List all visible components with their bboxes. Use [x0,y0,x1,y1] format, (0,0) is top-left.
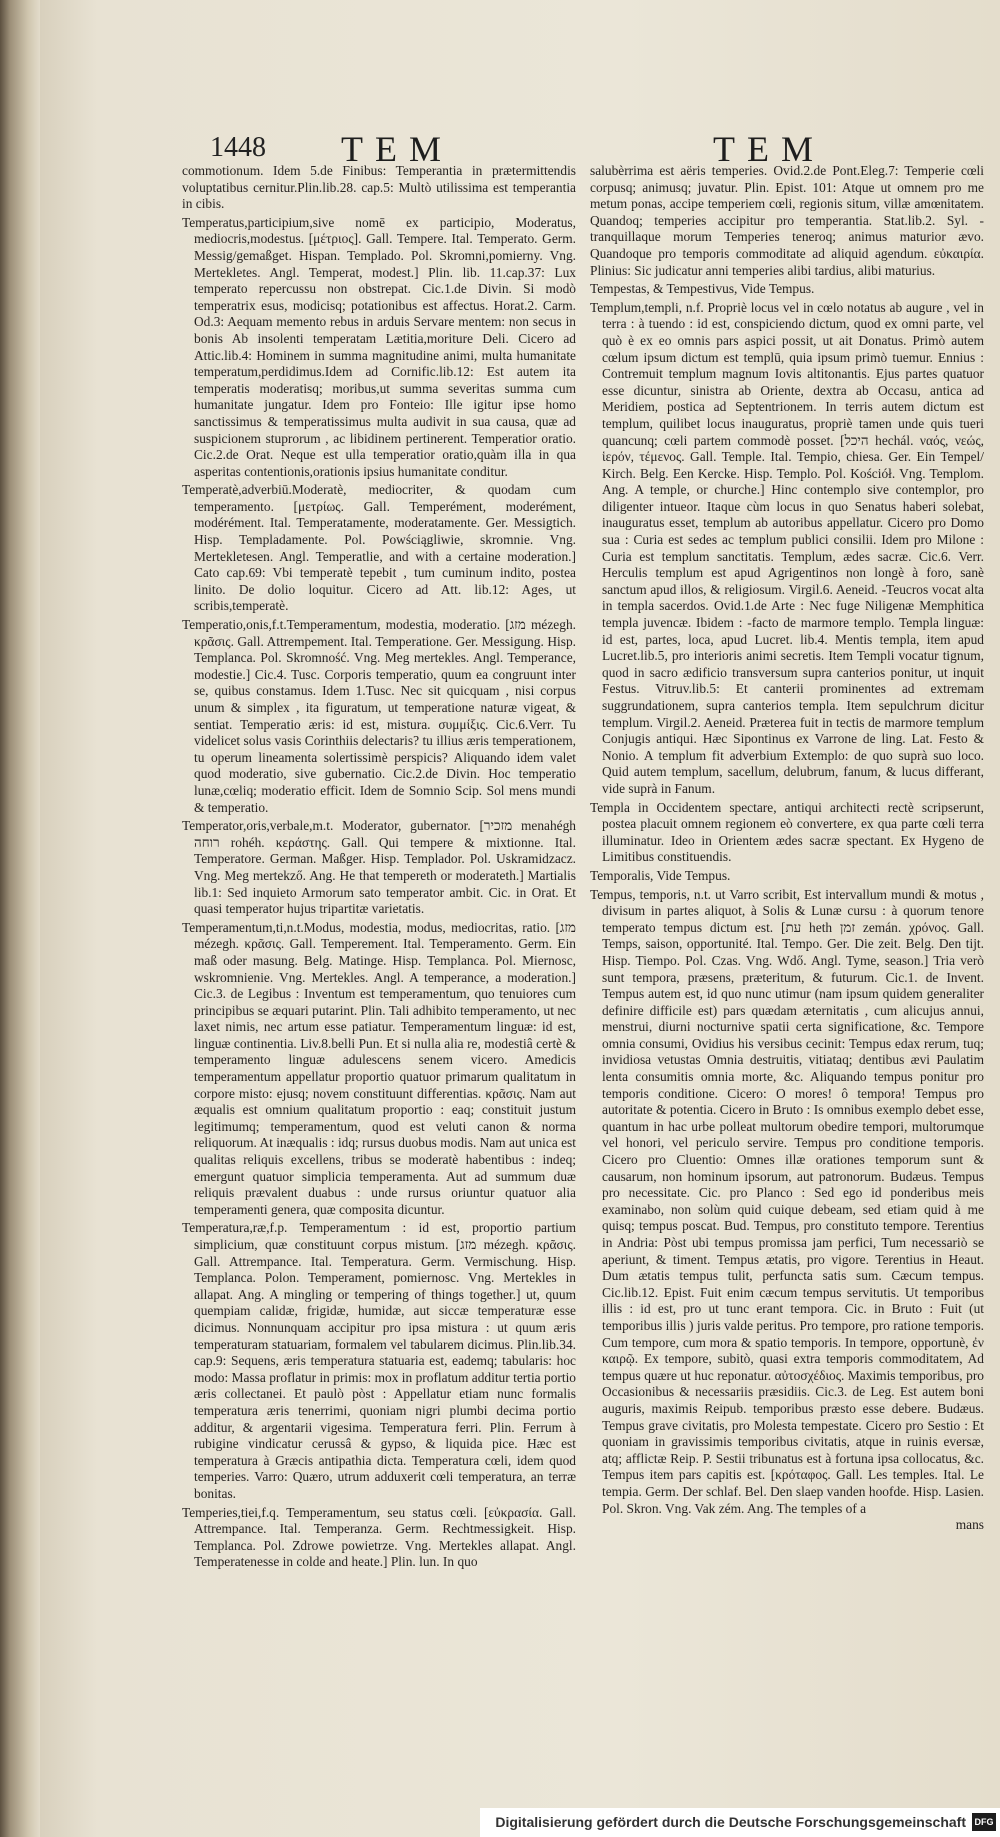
dictionary-entry: Temperatè,adverbiū.Moderatè, mediocriter, & quodam cum temperamento. [μετρίως. Gall. Temperément, moderément, modérément. Ital. Temperatamente, moderatamente. Ger. Messigtich. Hisp. Templadamente. Pol. Powściągliwie, skromnie. Vng. Mertekletesen. Angl. Temperatlie, and with a certaine moderation.] Cato cap.69: Vbi temperatè tepebit , tum cuminum indito, postea linito. De dolio loquitur. Cicero ad Att. lib.12: Ages, ut scribis,temperatè. [182,482,576,614]
dictionary-entry: Temperatura,ræ,f.p. Temperamentum : id est, proportio partium simplicium, quæ constituunt corpus mistum. [מזג mézegh. κρᾶσις. Gall. Attrempance. Ital. Temperatura. Germ. Vermischung. Hisp. Templanca. Polon. Temperament, pomiernosc. Vng. Mertekles in allapat. Ang. A mingling or tempering of things together.] ut, quum quempiam calidæ, frigidæ, humidæ, aut siccæ temperaturæ esse dicimus. Nonnunquam accipitur pro ipsa mistura : ut quum æris temperaturam statuariam, formalem vel tabularem dicimus. Plin.lib.34. cap.9: Sequens, æris temperatura statuaria est, eademq; tabularis: hoc modo: Massa proflatur in primis: mox in proflatum additur tertia portio æris collectanei. Et paulò pòst : Appellatur etiam nunc formalis temperatura æris tenerrimi, quoniam nigri plumbi decima portio additur, & argentarii vigesima. Temperatura ferri. Plin. Ferrum à rubigine vindicatur cerussâ & gypso, & liquida pice. Hæc est temperatura à Græcis antipathia dicta. Temperatura cœli, idem quod temperies. Varro: Quæro, utrum adduxerit cœli temperatura, an terræ bonitas. [182,1220,576,1501]
dictionary-entry: Tempus, temporis, n.t. ut Varro scribit, Est intervallum mundi & motus , divisum in partes aliquot, à Solis & Lunæ cursu : à quorum tenore temperato tempus dictum est. [עת heth זמן zemán. χρόνος. Gall. Temps, saison, opportunité. Ital. Tempo. Ger. Die zeit. Belg. Den tijt. Hisp. Tiempo. Pol. Czas. Vng. Wdő. Angl. Tyme, season.] Tria verò sunt tempora, præsens, præteritum, & futurum. Cic.1. de Invent. Tempus autem est, id quo nunc utimur (nam ipsum quidem generaliter definire difficile est) pars quædam æternitatis , cum alicujus annui, menstrui, diurni nocturnive spatii certa significatione, &c. Tempore omnia consumi, Ovidius his versibus cecinit: Tempus edax rerum, tuq; invidiosa vetustas Omnia destruitis, vitiataq; dentibus ævi Paulatim lenta consumitis omnia morte, &c. Aliquando tempus ponitur pro temporis conditione. Cicero: O mores! ô tempora! Tempus pro autoritate & potentia. Cicero in Bruto : Is omnibus exemplo debet esse, quantum in hac urbe polleat multorum obedire tempori, multorumque vel honori, vel periculo servire. Tempus pro conditione temporis. Cicero pro Cluentio: Omnes illæ orationes temporum sunt & causarum, non hominum ipsorum, aut patronorum. Budæus. Tempus pro necessitate. Cic. pro Planco : Sed ego id ponderibus meis examinabo, non solùm quid cuique debeam, sed etiam quid à me quisq; tempus poscat. Bud. Tempus, pro constituto tempore. Terentius in Andria: Pòst ubi tempus promissa jam perfici, Tum necessariò se aperiunt, & timent. Tempus ætatis, pro vigore. Terentius in Heaut. Dum ætatis tempus tulit, perfuncta satis sum. Cæcum tempus. Cic.lib.12. Epist. Fuit enim cæcum tempus servitutis. Ut temporibus illis : id est, pro ut tunc erant tempora. Cic. in Bruto : Fuit (ut temporibus illis ) juris valde peritus. Pro tempore, pro ratione temporis. Cum tempore, cum mora & spatio temporis. In tempore, opportunè, ἐν καιρῷ. Ex tempore, subitò, quasi extra temporis commoditatem, Ad tempus quære ut huc reponatur. αὐτοσχέδιος. Maximis temporibus, pro Occasionibus & necessariis præsidiis. Cic.3. de Leg. Est autem boni auguris, maximis Reipub. temporibus præsto esse debere. Budæus. Tempus grave civitatis, pro Molesta tempestate. Cicero pro Sestio : Et quoniam in gravissimis temporibus civitatis, atque in ruinis eversæ, atq; afflictæ Reip. P. Sestii tribunatus est à fortuna ipsa collocatus, &c. Tempus item pars capitis est. [κρόταφος. Gall. Les temples. Ital. Le tempia. Germ. Der schlaf. Bel. Den slaep vanden hoofde. Hisp. Lasien. Pol. Skron. Vng. Vak zém. Ang. The temples of a [590,886,984,1516]
running-head-left: TEM [341,129,453,169]
dfg-logo: DFG [972,1813,996,1831]
dictionary-entry: Temperatio,onis,f.t.Temperamentum, modestia, moderatio. [מזג mézegh. κρᾶσις. Gall. Attrempement. Ital. Temperatione. Ger. Messigung. Hisp. Templanca. Pol. Skromność. Vng. Meg mertekles. Angl. Temperance, modestie.] Cic.4. Tusc. Corporis temperatio, quum ea congruunt inter se, quibus constamus. Idem 1.Tusc. Nec sit quicquam , nisi corpus unum & simplex , ita figuratum, ut temperatione naturæ vigeat, & sentiat. Temperatio æris: id est, mistura. συμμίξις. Cic.6.Verr. Tu videlicet solus vasis Corinthiis delectaris? tu illius æris temperationem, tu operum lineamenta solertissimè perspicis? Aliquando idem valet quod moderatio, sive gubernatio. Cic.2.de Divin. Hoc temperatio lunæ,cœliq; moderatio efficit. Idem de Somnio Scip. Sol mens mundi & temperatio. [182,617,576,815]
dictionary-entry: commotionum. Idem 5.de Finibus: Temperantia in prætermittendis voluptatibus cernitur.Plin.lib.28. cap.5: Multò utilissima est temperantia in cibis. [182,163,576,212]
dictionary-entry: Temperamentum,ti,n.t.Modus, modestia, modus, mediocritas, ratio. [מזג mézegh. κρᾶσις. Gall. Temperement. Ital. Temperamento. Germ. Ein maß oder masung. Belg. Matinge. Hisp. Templanca. Pol. Miernosc, wskromnienie. Vng. Mertekles. Angl. A temperance, a moderation.] Cic.3. de Legibus : Inventum est temperamentum, quo tenuiores cum principibus se æquari putarint. Plin. Tali adhibito temperamento, ut nec laxet nimis, nec artum esse patiatur. Temperamentum linguæ: id est, linguæ continentia. Liv.8.belli Pun. Et si nulla alia re, modestiâ certè & temperamento linguæ adulescens senem vicero. Amedicis temperamentum appellatur proportio quatuor primarum qualitatum in corpore misto: ejusq; novem constituunt differentias. κρᾶσις. Nam aut æqualis est omnium qualitatum proportio : eaq; constituit justum legitimumq; temperamentum, quod est veluti canon & norma reliquorum. At inæqualis : idq; rursus duobus modis. Nam aut unica est qualitas reliquis excellens, tribus se moderatè habentibus : indeq; emergunt quatuor simplicia temperamenta. Aut ad summum duæ reliquis prævalent duabus : unde rursus oriuntur quatuor alia temperamenti genera, quæ composita dicuntur. [182,919,576,1217]
running-head-right: TEM [713,129,825,169]
dictionary-entry: Templum,templi, n.f. Propriè locus vel in cœlo notatus ab augure , vel in terra : à tuendo : id est, conspiciendo dictum, quod ex omni parte, vel quò è ex eo omnis pars aspici possit, ut ait Donatus. Primò autem cœlum ipsum dictum est templū, quia ipsum primò tuemur. Ennius : Contremuit templum magnum Iovis altitonantis. Ejus partes quatuor esse dicuntur, sinistra ab Oriente, dextra ab Occasu, antica ad Meridiem, postica ad Septentrionem. In terris autem dictum est templum, quilibet locus inauguratus, propriè tamen unde quis tueri quancunq; cœli partem commodè posset. [היכל hechál. ναός, νεώς, ἱερόν, τέμενος. Gall. Temple. Ital. Tempio, chiesa. Ger. Ein Tempel/ Kirch. Belg. Een Kercke. Hisp. Templo. Pol. Kościół. Vng. Templom. Ang. A temple, or churche.] Hinc contemplo sive contemplor, pro diligenter intueor. Itaque cùm locus in quo Senatus haberi solebat, inauguratus esset, templum ab autoribus appellatur. Cicero pro Domo sua : Curia est sedes ac templum publici consilii. Idem pro Milone : Curia est templum sanctitatis. Templum, ædes sacræ. Cic.6. Verr. Herculis templum est apud Agrigentinos non longè à foro, sanè sanctum apud illos, & religiosum. Virgil.6. Aeneid. -Teucros vocat alta in templa sacerdos. Ovid.1.de Arte : Nec fuge Niligenæ Memphitica templa juvencæ. Ibidem : -facto de marmore templo. Templa linguæ: id est, partes, loca, apud Lucret. lib.4. Mentis templa, item apud Lucret.lib.5, pro interioris animi secretis. Item Templi vocatur tignum, quod in sacro ædificio transversum supra canterios ponitur, ut inquit Festus. Vitruv.lib.5: Et canterii prominentes ad extremam suggrundationem, supra canterios templa. Item sepulchrum dicitur templum. Virgil.2. Aeneid. Præterea fuit in tectis de marmore templum Conjugis antiqui. Hæc Sipontinus ex Varrone de ling. Lat. Festo & Nonio. A templum fit adverbium Extemplo: de quo suprà suo loco. Quid autem templum, sacellum, delubrum, fanum, & lucus differant, vide suprà in Fanum. [590,299,984,796]
digitization-footer [480,1808,1000,1837]
book-page [40,0,1000,1837]
cross-reference: Tempestas, & Tempestivus, Vide Tempus. [590,281,815,297]
left-column [182,163,576,1753]
page-number: 1448 [210,132,266,163]
funding-notice: Digitalisierung gefördert durch die Deutsche Forschungsgemeinschaft [495,1814,966,1830]
catchword: mans [955,1517,984,1533]
right-column [590,163,984,1753]
book-gutter-shadow [0,0,40,1837]
dictionary-entry: Templa in Occidentem spectare, antiqui architecti rectè scripserunt, postea placuit omnem regionem eò convertere, ex qua parte cœli terra illuminatur. Ideo in Orientem ædes sacræ spectant. Ex Hygeno de Limitibus constituendis. [590,799,984,865]
dictionary-entry: Temperatus,participium,sive nomē ex participio, Moderatus, mediocris,modestus. [μέτριος]. Gall. Tempere. Ital. Temperato. Germ. Messig/gemaßget. Hispan. Templado. Pol. Skromni,pomierny. Vng. Mertekletes. Angl. Temperat, modest.] Plin. lib. 11.cap.37: Lux temperato repercussu non obstrepat. Cic.1.de Divin. Si modò temperatrix esus, modicisq; potationibus est affectus. Horat.2. Carm. Od.3: Aequam memento rebus in arduis Servare mentem: non secus in bonis Ab insolenti temperatam Lætitia,moriture Deli. Cicero ad Attic.lib.4: Hominem in summa magnitudine animi, multa humanitate temperatum,perdidimus.Idem ad Cornific.lib.12: Est autem ita temperatis moderatisq; moribus,ut summa severitas summa cum humanitate jungatur. Idem pro Fonteio: Ille igitur ipse homo sanctissimus & temperatissimus multa audivit in sua causa, quæ ad suspicionem stuprorum , ac libidinem pertinerent. Temperatior oratio. Cic.2.de Orat. Neque est ulla temperatior oratio,quàm illa in qua asperitas contentionis,orationis ipsius humanitate conditur. [182,214,576,479]
cross-reference: Temporalis, Vide Tempus. [590,867,731,883]
dictionary-entry: Temperies,tiei,f.q. Temperamentum, seu status cœli. [εὐκρασία. Gall. Attrempance. Ital. Temperanza. Germ. Rechtmessigkeit. Hisp. Templanca. Pol. Zdrowe powietrze. Vng. Mertekles allapat. Angl. Temperatenesse in colde and heate.] Plin. lun. In quo [182,1504,576,1570]
dictionary-entry: Temperator,oris,verbale,m.t. Moderator, gubernator. [מזכיר menahégh רוחה rohéh. κεράστης. Gall. Qui tempere & mixtionne. Ital. Temperatore. German. Maßger. Hisp. Templador. Pol. Uskramidzacz. Vng. Meg mertekző. Ang. He that tempereth or moderateth.] Martialis lib.1: Sed inquieto Armorum sato temperator ambit. Cic. in Orat. Et quasi temperator hujus tripartitæ varietatis. [182,818,576,917]
dictionary-entry: salubèrrima est aëris temperies. Ovid.2.de Pont.Eleg.7: Temperie cœli corpusq; animusq; juvatur. Plin. Epist. 101: Atque ut omnem pro me metum ponas, accipe temperiem cœli, regionis situm, villæ amœnitatem. Quandoq; temperies accipitur pro temperantia. Stat.lib.2. Syl. -tranquillaque morum Temperies teneroq; animus maturior ævo. Quandoque pro temporis commoditate ad aliquid agendum. εὐκαιρία. Plinius: Sic judicatur anni temperies alibi tardius, alibi maturius. [590,163,984,278]
